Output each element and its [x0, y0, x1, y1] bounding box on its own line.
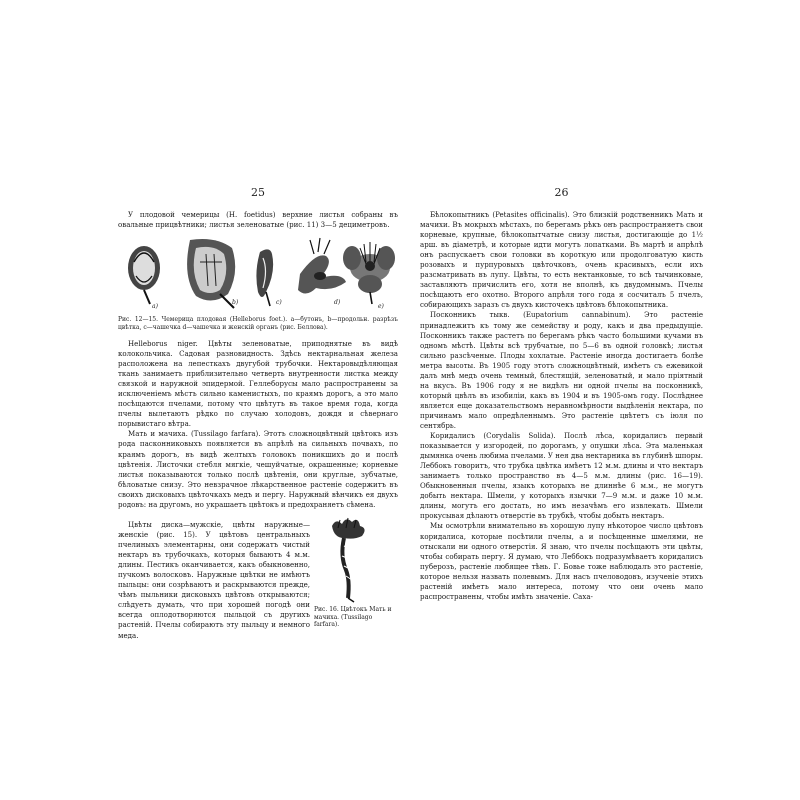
page-number: 26 [554, 186, 569, 199]
nectary-drawing [256, 249, 273, 306]
figure-caption: Рис. 16. Цвѣтокъ Мать и мачиха. (Tussilago farfara). [314, 606, 392, 628]
paragraph: Посконникъ тыкв. (Eupatorium cannabinum). Это растеніе принадлежитъ къ тому же семейству и роду, какъ и два предыдущіе. Посконникъ также растетъ по берегамъ рѣкъ часто большими кучами въ одномъ мѣстѣ. Цвѣты всѣ трубчатые, по 5—6 въ одной головкѣ; листья сильно разсѣченые. Плоды хохлатые. Растеніе иногда достигаетъ болѣе метра высоты. Въ 1905 году этотъ сложноцвѣтный, имѣетъ съ ежевикой далъ мнѣ медъ очень темный, блестящій, зеленоватый, и мало пріятный на вкусъ. Въ 1906 году я не видѣлъ ни одной пчелы на посконникѣ, который цвѣлъ въ изобиліи, какъ въ 1904 и въ 1905-омъ году. Послѣднее является еще доказательствомъ неравномѣрности выдѣленія нектара, по причинамъ мало опредѣленнымъ. Это растеніе цвѣтетъ съ іюля по сентябрь. [420, 310, 703, 430]
paragraph: У плодовой чемерицы (H. foetidus) верхние листья собраны въ овальные прицвѣтники; листья зеленоватые (рис. 11) 3—5 дециметровъ. [118, 210, 398, 230]
left-page [118, 0, 398, 800]
figure-label-a: a) [152, 303, 158, 310]
paragraph: Коридалисъ (Corydalis Solida). Послѣ лѣса, коридалисъ первый показывается у изгородей, по дорогамъ, у опушки лѣса. Эта маленькая дымянка очень любима пчелами. У нея два нектарника въ глубинѣ шпоры. Леббокъ говоритъ, что трубка цвѣтка имѣетъ 12 м.м. длины и что нектаръ занимаетъ только пространство въ 4—5 м.м. длины (рис. 16—19). Обыкновенныя пчелы, языкъ которыхъ не длиннѣе 6 м.м., не могутъ добыть нектара. Шмели, у которыхъ язычки 7—9 м.м. и даже 10 м.м. длины, могутъ его достать, но имъ незачѣмъ его извлекать. Шмели прокусывая дѣлаютъ отверстіе въ трубкѣ, чтобы добыть нектаръ. [420, 431, 703, 521]
left-mid-text [118, 339, 398, 510]
paragraph: Бѣлокопытникъ (Petasites officinalis). Это близкій родственникъ Мать и мачихи. Въ мокрыхъ мѣстахъ, по берегамъ рѣкъ онъ распространяетъ свои корневые, крупные, бѣлокопытчатые снизу листья, достигающіе до 1½ арш. въ діаметрѣ, и которые идти могутъ лопатками. Въ мартѣ и апрѣлѣ онъ распускаетъ свои головки въ короткую или продолговатую кисть розовыхъ и пурпуровыхъ цвѣточковъ, очень красивыхъ, если ихъ разсматривать въ лупу. Цвѣты, то есть нектанковые, то всѣ тычинковые, заставляютъ причислить его, хотя не вполнѣ, къ двудомнымъ. Пчелы посѣщаютъ его охотно. Второго апрѣля того года я сосчиталъ 5 пчелъ, собирающихъ заразъ съ двухъ кисточекъ цвѣтовъ бѣлокопытника. [420, 210, 703, 310]
coltsfoot-figure [314, 516, 386, 604]
figure-label-d: d) [334, 299, 341, 306]
bud-drawing [128, 246, 160, 304]
calyx-drawing [298, 238, 346, 294]
paragraph: Мать и мачиха. (Tussilago farfara). Этотъ сложноцвѣтный цвѣтокъ изъ рода пасконниковыхъ появляется въ апрѣлѣ на сильныхъ почвахъ, по краямъ дорогъ, въ видѣ желтыхъ головокъ поникшихъ до и послѣ цвѣтенія. Листочки стебля мягкіе, чешуйчатые, окрашенные; корневые листья показываются только послѣ цвѣтенія, они круглые, зубчатые, бѣловатые снизу. Это невзрачное лѣкарственное растеніе содержитъ въ своихъ дисковыхъ цвѣточкахъ медъ и пергу. Наружный вѣнчикъ ея двухъ родовъ: на другомъ, но украшаетъ цвѣтокъ и предохраняетъ сѣмена. [118, 429, 398, 509]
figure-label-c: c) [276, 299, 282, 306]
hellebore-figure [120, 232, 396, 314]
paragraph: Helleborus niger. Цвѣты зеленоватые, приподнятые въ видѣ колокольчика. Садовая разновидность. Здѣсь нектарнальная железа расположена на лепесткахъ двугубой трубочки. Нектаровыдѣляющая ткань занимаетъ приблизительно четверть внутренности листка между связкой и наружной эпидермой. Геллеборусы мало распространены за исключеніемъ мѣстъ сильно каменистыхъ, по краямъ дорогъ, а это мало посѣщаются пчелами, потому что цвѣтутъ въ такое время года, когда пчелы вылетаютъ рѣдко по случаю холодовъ, дождя и сѣвернаго порывистаго вѣтра. [118, 339, 398, 429]
left-column-text [118, 520, 310, 641]
page-number: 25 [251, 186, 265, 199]
left-top-text [118, 210, 398, 230]
section-drawing [187, 239, 235, 308]
paragraph: Мы осмотрѣли внимательно въ хорошую лупу нѣкоторое число цвѣтовъ коридалиса, которые посѣтили пчелы, а и посѣщенные шмелями, не отыскали ни одного отверстія. Я знаю, что пчелы посѣщаютъ эти цвѣты, чтобы собирать пергу. Я думаю, что Леббокъ подразумѣваетъ коридалисъ пуберозъ, растеніе любящее тѣнь. Г. Бовье тоже наблюдалъ это растеніе, которое нельзя назвать полевымъ. Для насъ пчеловодовъ, изученіе этихъ растеній имѣетъ мало интереса, потому что они очень мало распространены, чтобы имѣть значеніе. Саха- [420, 521, 703, 601]
right-page [420, 0, 703, 800]
open-flower-drawing [343, 242, 395, 304]
right-page-text [420, 210, 703, 602]
figure-label-b: b) [232, 299, 239, 306]
figure-label-e: e) [378, 303, 384, 310]
figure-caption: Рис. 12—15. Чемерица плодовая (Helleborus foet.). a—бутонъ, b—продольн. разрѣзъ цвѣтка, c—чашечка d—чашечка и женскій органъ (рис. Беллова). [118, 316, 398, 331]
paragraph: Цвѣты диска—мужскіе, цвѣты наружные—женскіе (рис. 15). У цвѣтовъ центральныхъ пчелиныхъ элементарны, они содержатъ чистый нектаръ въ трубочкахъ, которыя бываютъ 4 м.м. длины. Пестикъ оканчивается, какъ обыкновенно, пучкомъ волосковъ. Наружные цвѣтки не имѣютъ пыльцы: они созрѣваютъ и раскрываются прежде, чѣмъ пыльники дисковыхъ цвѣтовъ открываются; слѣдуетъ думать, что при хорошей погодѣ они всегда оплодотворяются пыльцой съ другихъ растеній. Пчелы собираютъ эту пыльцу и немного меда. [118, 520, 310, 640]
